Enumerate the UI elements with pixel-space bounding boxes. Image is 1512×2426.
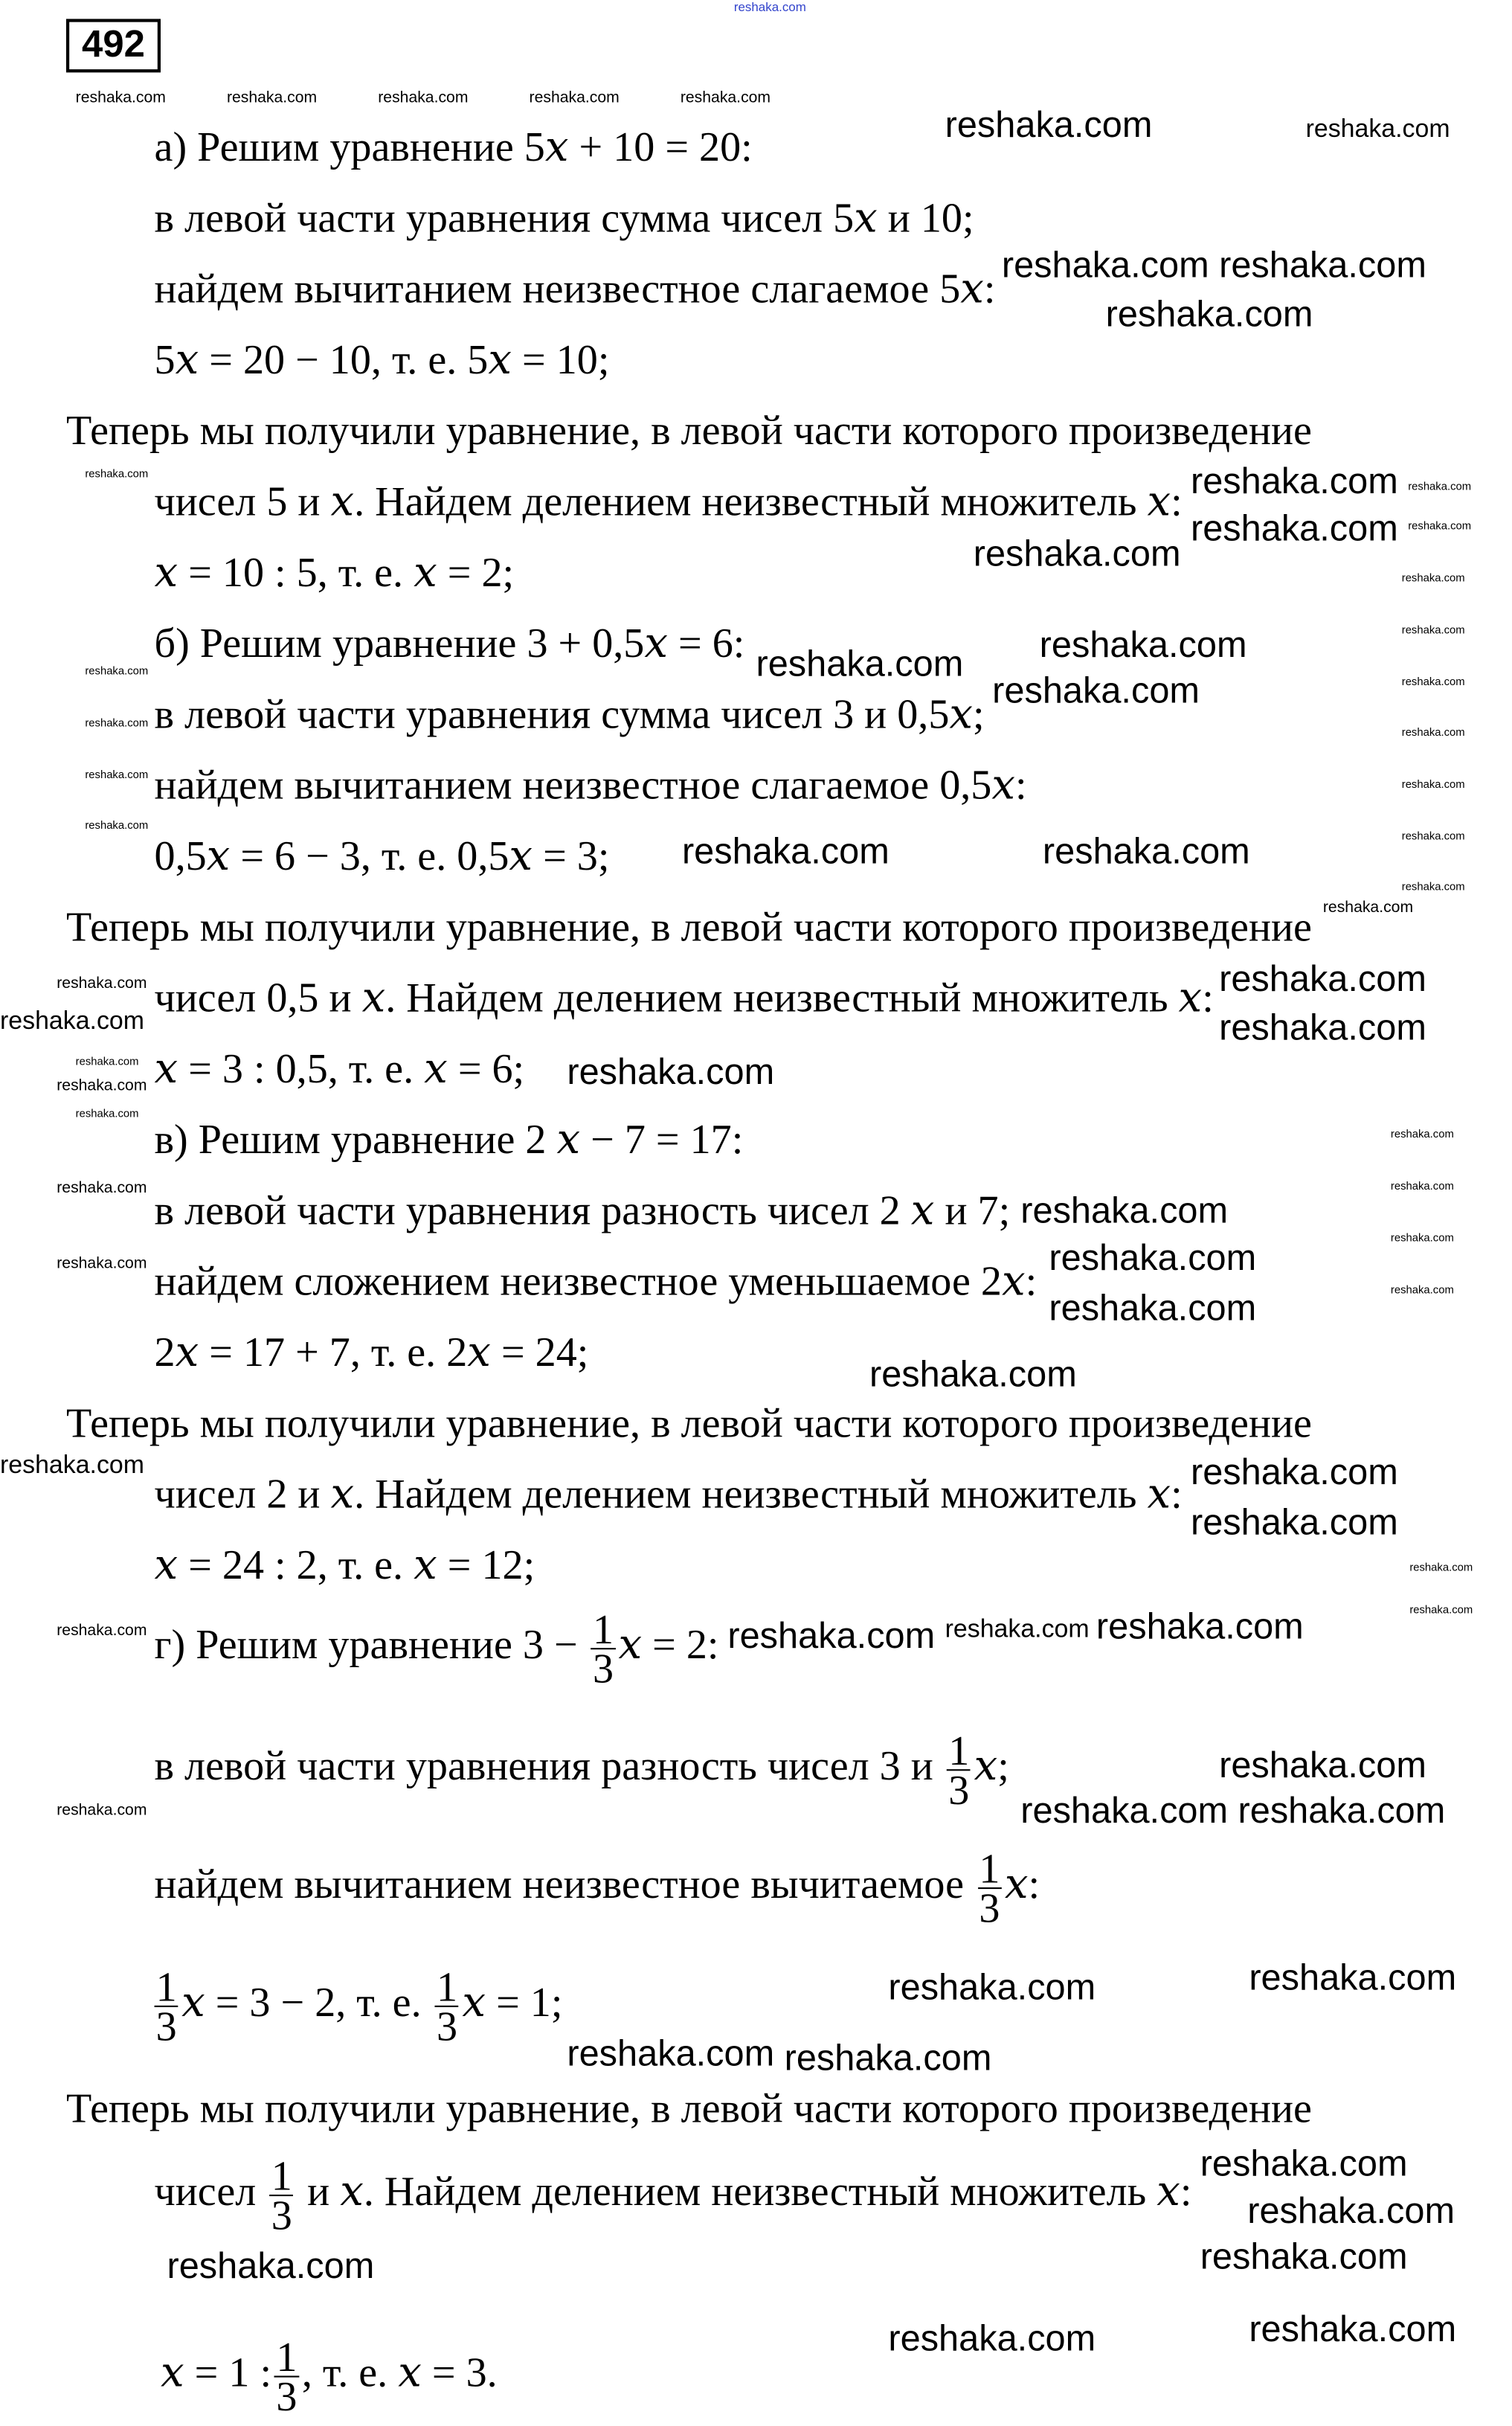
watermark: reshaka.com: [1247, 2189, 1455, 2231]
watermark: reshaka.com: [57, 1077, 147, 1095]
watermark: reshaka.com: [1409, 1562, 1473, 1574]
watermark: reshaka.com: [57, 975, 147, 993]
watermark: reshaka.com: [1105, 292, 1313, 334]
watermark: reshaka.com: [567, 2032, 775, 2073]
text-line: найдем вычитанием неизвестное слагаемое 0,5𝑥:: [154, 760, 1027, 809]
text-line: чисел 5 и 𝑥. Найдем делением неизвестный множитель 𝑥:: [154, 477, 1183, 525]
watermark: reshaka.com: [0, 1452, 144, 1480]
text: найдем вычитанием неизвестное вычитаемое: [154, 1860, 965, 1907]
watermark: reshaka.com: [1219, 244, 1426, 286]
watermark: reshaka.com: [1200, 2143, 1408, 2184]
watermark: reshaka.com: [75, 1108, 139, 1120]
watermark: reshaka.com: [378, 89, 469, 108]
watermark: reshaka.com: [1049, 1287, 1257, 1329]
numerator: 1: [591, 1610, 615, 1649]
text-line: найдем сложением неизвестное уменьшаемое 2𝑥:: [154, 1257, 1038, 1305]
numerator: 1: [270, 2157, 294, 2196]
watermark: reshaka.com: [1401, 573, 1465, 585]
watermark: reshaka.com: [888, 2317, 1096, 2359]
text: 𝑥:: [1004, 1860, 1040, 1907]
watermark: reshaka.com: [1219, 957, 1426, 999]
watermark: reshaka.com: [75, 89, 166, 108]
text: 𝑥 = 1 :: [161, 2348, 272, 2396]
text-line: в левой части уравнения сумма чисел 5𝑥 и 10;: [154, 193, 974, 242]
text: и 𝑥. Найдем делением неизвестный множитель 𝑥:: [307, 2167, 1192, 2215]
numerator: 1: [435, 1968, 459, 2007]
text-line: 5𝑥 = 20 − 10, т. е. 5𝑥 = 10;: [154, 336, 610, 383]
text-line: Теперь мы получили уравнение, в левой части которого произведение: [65, 2084, 1312, 2132]
text-line: [154, 2151, 1192, 2239]
watermark: reshaka.com: [1249, 1957, 1457, 1998]
text-line: в левой части уравнения сумма чисел 3 и 0,5𝑥;: [154, 690, 985, 738]
numerator: 1: [155, 1968, 178, 2007]
watermark: reshaka.com: [567, 1050, 775, 1092]
watermark: reshaka.com: [1219, 1744, 1426, 1785]
text-line: 𝑥 = 3 : 0,5, т. е. 𝑥 = 6;: [154, 1044, 525, 1092]
text-line: 2𝑥 = 17 + 7, т. е. 2𝑥 = 24;: [154, 1328, 589, 1376]
text: 𝑥 = 3 − 2, т. е.: [181, 1977, 422, 2026]
watermark: reshaka.com: [57, 1623, 147, 1640]
text: 𝑥;: [974, 1742, 1009, 1789]
watermark: reshaka.com: [85, 469, 149, 481]
watermark: reshaka.com: [1401, 728, 1465, 739]
text-line: [154, 1605, 719, 1692]
fraction: [591, 1605, 615, 1692]
watermark: reshaka.com: [1305, 116, 1450, 144]
text-line: 𝑥 = 24 : 2, т. е. 𝑥 = 12;: [154, 1541, 535, 1588]
watermark: reshaka.com: [57, 1802, 147, 1820]
watermark: reshaka.com: [869, 1353, 1077, 1395]
numerator: 1: [977, 1849, 1001, 1889]
watermark: reshaka.com: [945, 1616, 1090, 1643]
numerator: 1: [947, 1731, 971, 1771]
numerator: 1: [274, 2338, 298, 2378]
watermark: reshaka.com: [1001, 244, 1209, 286]
watermark: reshaka.com: [1390, 1233, 1454, 1245]
watermark: reshaka.com: [1020, 1189, 1229, 1230]
watermark: reshaka.com: [1190, 507, 1398, 548]
watermark: reshaka.com: [1401, 882, 1465, 893]
watermark: reshaka.com: [945, 103, 1153, 145]
watermark: reshaka.com: [1190, 1501, 1398, 1543]
denominator: 3: [271, 2191, 292, 2239]
watermark: reshaka.com: [1238, 1789, 1446, 1831]
watermark: reshaka.com: [992, 670, 1200, 711]
text-line: Теперь мы получили уравнение, в левой части которого произведение: [65, 406, 1312, 454]
text-line: [161, 2333, 498, 2420]
text-line: в левой части уравнения разность чисел 2 𝑥 и 7;: [154, 1186, 1011, 1234]
text-line: [154, 1726, 1009, 1814]
text-line: 0,5𝑥 = 6 − 3, т. е. 0,5𝑥 = 3;: [154, 832, 610, 879]
denominator: 3: [593, 1644, 614, 1692]
text-line: [151, 1963, 563, 2050]
denominator: 3: [276, 2372, 297, 2420]
watermark: reshaka.com: [85, 770, 149, 782]
watermark: reshaka.com: [1408, 482, 1472, 493]
watermark: reshaka.com: [57, 1180, 147, 1198]
watermark: reshaka.com: [1249, 2308, 1457, 2349]
watermark: reshaka.com: [1322, 899, 1414, 917]
watermark: reshaka.com: [681, 830, 889, 872]
watermark: reshaka.com: [529, 89, 620, 108]
watermark: reshaka.com: [1200, 2236, 1408, 2277]
watermark: reshaka.com: [756, 643, 964, 684]
watermark: reshaka.com: [888, 1965, 1096, 2007]
watermark: reshaka.com: [226, 89, 318, 108]
watermark: reshaka.com: [1020, 1789, 1229, 1831]
watermark: reshaka.com: [784, 2037, 992, 2079]
watermark: reshaka.com: [973, 532, 1181, 574]
text-line: Теперь мы получили уравнение, в левой части которого произведение: [65, 1399, 1312, 1447]
watermark: reshaka.com: [85, 666, 149, 678]
watermark: reshaka.com: [1190, 460, 1398, 501]
watermark: reshaka.com: [1096, 1605, 1304, 1646]
text-line: чисел 0,5 и 𝑥. Найдем делением неизвестный множитель 𝑥:: [154, 973, 1214, 1021]
watermark: reshaka.com: [1049, 1236, 1257, 1278]
watermark: reshaka.com: [1219, 1007, 1426, 1048]
denominator: 3: [437, 2002, 458, 2050]
watermark: reshaka.com: [85, 718, 149, 730]
fraction: [977, 1844, 1001, 1932]
watermark: reshaka.com: [1408, 521, 1472, 533]
watermark: reshaka.com: [1401, 780, 1465, 792]
fraction: [947, 1726, 971, 1814]
watermark: reshaka.com: [1042, 830, 1250, 872]
watermark: reshaka.com: [1401, 625, 1465, 637]
text: 𝑥 = 1;: [462, 1977, 563, 2026]
watermark: reshaka.com: [57, 1255, 147, 1274]
watermark: reshaka.com: [167, 2244, 375, 2286]
watermark: reshaka.com: [1401, 677, 1465, 689]
text: , т. е. 𝑥 = 3.: [301, 2348, 498, 2396]
fraction: [435, 1963, 459, 2050]
watermark: reshaka.com: [1390, 1129, 1454, 1141]
text-line: в) Решим уравнение 2 𝑥 − 7 = 17:: [154, 1115, 744, 1163]
watermark: reshaka.com: [680, 89, 771, 108]
text: чисел: [154, 2167, 257, 2215]
watermark: reshaka.com: [1390, 1181, 1454, 1193]
denominator: 3: [948, 1765, 970, 1814]
watermark: reshaka.com: [1390, 1286, 1454, 1297]
text-line: найдем вычитанием неизвестное слагаемое 5𝑥:: [154, 264, 996, 312]
fraction: [270, 2151, 294, 2239]
watermark: reshaka.com: [1401, 832, 1465, 843]
fraction: [155, 1963, 178, 2050]
task-number: 492: [66, 19, 161, 72]
text: в левой части уравнения разность чисел 3 и: [154, 1742, 933, 1789]
fraction: [274, 2333, 298, 2420]
text-line: б) Решим уравнение 3 + 0,5𝑥 = 6:: [154, 619, 745, 667]
watermark: reshaka.com: [1190, 1451, 1398, 1492]
watermark: reshaka.com: [85, 821, 149, 832]
denominator: 3: [979, 1884, 1000, 1932]
text: г) Решим уравнение 3 −: [154, 1620, 578, 1668]
watermark: reshaka.com: [727, 1614, 936, 1656]
watermark: reshaka.com: [75, 1056, 139, 1068]
watermark: reshaka.com: [1409, 1605, 1473, 1617]
text-line: чисел 2 и 𝑥. Найдем делением неизвестный множитель 𝑥:: [154, 1469, 1183, 1518]
text: 𝑥 = 2:: [618, 1620, 719, 1668]
text-line: а) Решим уравнение 5𝑥 + 10 = 20:: [154, 123, 753, 170]
watermark: reshaka.com: [1039, 623, 1247, 665]
text-line: 𝑥 = 10 : 5, т. е. 𝑥 = 2;: [154, 548, 515, 596]
text-line: Теперь мы получили уравнение, в левой части которого произведение: [65, 902, 1312, 950]
denominator: 3: [155, 2002, 177, 2050]
watermark: reshaka.com: [0, 1008, 144, 1036]
watermark: reshaka.com: [733, 0, 806, 15]
text-line: [154, 1844, 1040, 1932]
